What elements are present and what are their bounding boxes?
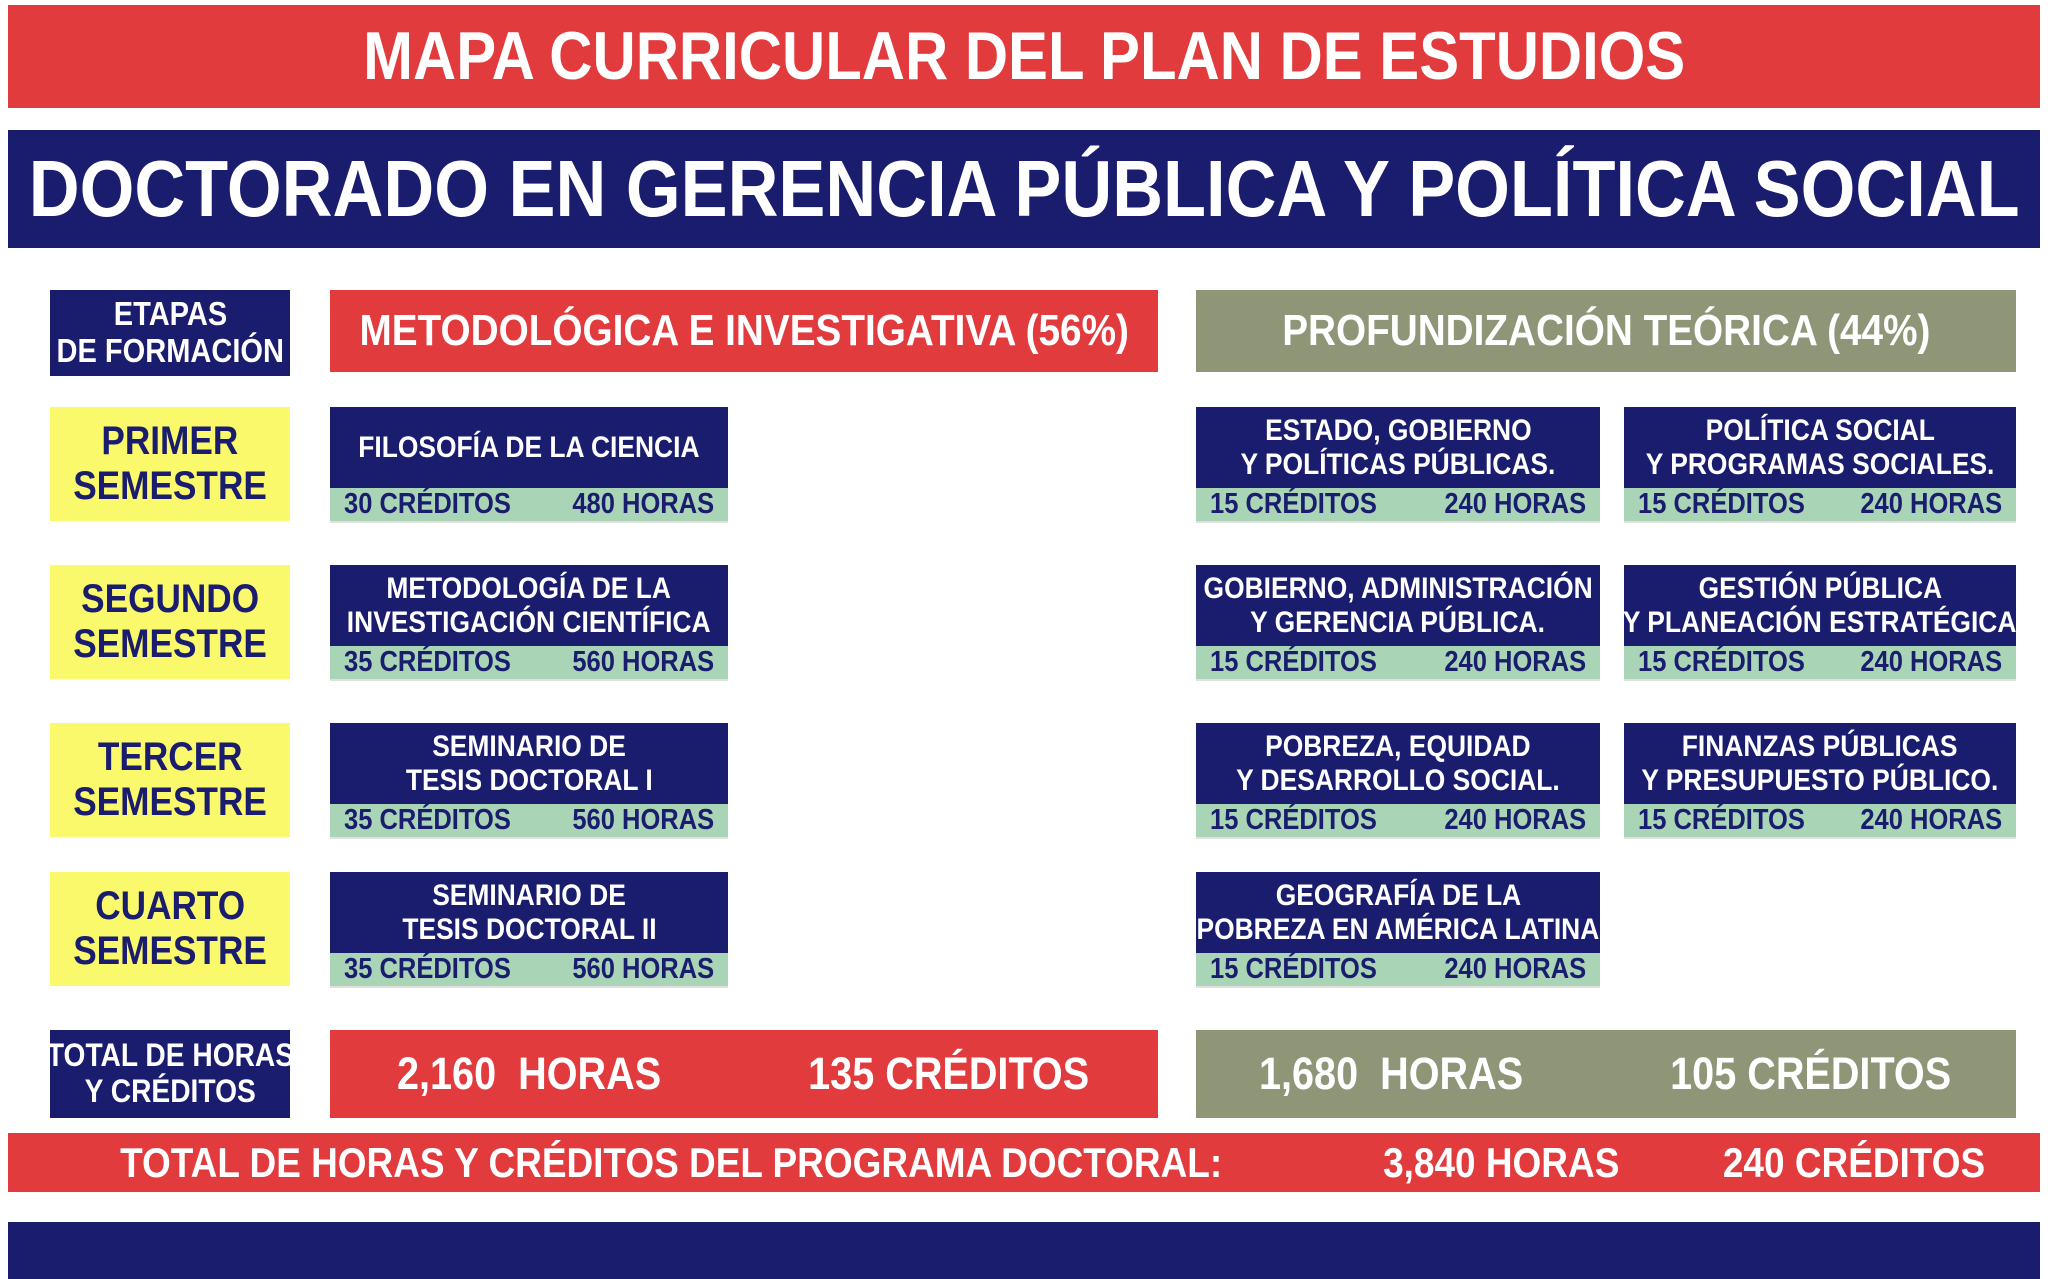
course-credits: 35 CRÉDITOS: [344, 646, 511, 679]
track-header-theoretical: [1196, 290, 2016, 372]
course-hours: 240 HORAS: [1860, 804, 2002, 837]
course-title: SEMINARIO DE TESIS DOCTORAL II: [330, 872, 728, 953]
totals-theoretical-hours: 1,680 HORAS: [1259, 1047, 1524, 1099]
course-hours: 480 HORAS: [572, 488, 714, 521]
course-credits: 15 CRÉDITOS: [1210, 953, 1377, 986]
semester-label-1: PRIMER SEMESTRE: [50, 407, 290, 521]
course-title: GEOGRAFÍA DE LA POBREZA EN AMÉRICA LATINA: [1196, 872, 1600, 953]
course-credits-hours: [330, 953, 728, 986]
footer-banner: [8, 1133, 2040, 1192]
semester-label-4: CUARTO SEMESTRE: [50, 872, 290, 986]
footer-banner-label: TOTAL DE HORAS Y CRÉDITOS DEL PROGRAMA DOCTORAL:: [119, 1138, 1222, 1186]
course-credits: 15 CRÉDITOS: [1210, 804, 1377, 837]
course-theory-b-2: [1624, 565, 2016, 679]
course-hours: 240 HORAS: [1444, 488, 1586, 521]
course-credits-hours: [1624, 804, 2016, 837]
course-theory-a-2: [1196, 565, 1600, 679]
course-hours: 560 HORAS: [572, 646, 714, 679]
totals-theoretical-credits: 105 CRÉDITOS: [1670, 1047, 1952, 1099]
top-banner-title: MAPA CURRICULAR DEL PLAN DE ESTUDIOS: [362, 18, 1686, 95]
course-title: POBREZA, EQUIDAD Y DESARROLLO SOCIAL.: [1196, 723, 1600, 804]
course-credits-hours: [1196, 804, 1600, 837]
course-title: POLÍTICA SOCIAL Y PROGRAMAS SOCIALES.: [1624, 407, 2016, 488]
course-title: ESTADO, GOBIERNO Y POLÍTICAS PÚBLICAS.: [1196, 407, 1600, 488]
course-credits: 15 CRÉDITOS: [1638, 804, 1805, 837]
course-title: METODOLOGÍA DE LA INVESTIGACIÓN CIENTÍFICA: [330, 565, 728, 646]
program-banner: [8, 130, 2040, 248]
course-credits: 30 CRÉDITOS: [344, 488, 511, 521]
course-theory-b-1: [1624, 407, 2016, 521]
course-method-1: [330, 407, 728, 521]
course-credits: 15 CRÉDITOS: [1210, 646, 1377, 679]
totals-theoretical: [1196, 1030, 2016, 1118]
course-title: FILOSOFÍA DE LA CIENCIA: [330, 407, 728, 488]
stages-header-box: [50, 290, 290, 376]
course-hours: 240 HORAS: [1860, 646, 2002, 679]
course-theory-a-4: [1196, 872, 1600, 986]
semester-label-2: SEGUNDO SEMESTRE: [50, 565, 290, 679]
course-credits: 15 CRÉDITOS: [1210, 488, 1377, 521]
course-title: GESTIÓN PÚBLICA Y PLANEACIÓN ESTRATÉGICA: [1624, 565, 2016, 646]
course-credits-hours: [1196, 646, 1600, 679]
course-title: GOBIERNO, ADMINISTRACIÓN Y GERENCIA PÚBLICA.: [1196, 565, 1600, 646]
course-theory-a-1: [1196, 407, 1600, 521]
track-header-theoretical-label: PROFUNDIZACIÓN TEÓRICA (44%): [1281, 306, 1931, 356]
track-header-methodological-label: METODOLÓGICA E INVESTIGATIVA (56%): [359, 306, 1129, 356]
totals-methodological-hours: 2,160 HORAS: [397, 1047, 662, 1099]
course-credits-hours: [1196, 488, 1600, 521]
bottom-bar: [8, 1222, 2040, 1279]
track-header-methodological: [330, 290, 1158, 372]
stages-header-line2: DE FORMACIÓN: [56, 332, 284, 369]
course-hours: 560 HORAS: [572, 953, 714, 986]
course-credits-hours: [1624, 488, 2016, 521]
totals-methodological-credits: 135 CRÉDITOS: [808, 1047, 1090, 1099]
course-method-2: [330, 565, 728, 679]
totals-label-box: TOTAL DE HORAS Y CRÉDITOS: [50, 1030, 290, 1118]
course-theory-a-3: [1196, 723, 1600, 837]
course-credits: 15 CRÉDITOS: [1638, 646, 1805, 679]
course-title: FINANZAS PÚBLICAS Y PRESUPUESTO PÚBLICO.: [1624, 723, 2016, 804]
course-method-4: [330, 872, 728, 986]
course-hours: 560 HORAS: [572, 804, 714, 837]
course-hours: 240 HORAS: [1444, 953, 1586, 986]
totals-methodological: [330, 1030, 1158, 1118]
course-credits: 15 CRÉDITOS: [1638, 488, 1805, 521]
course-hours: 240 HORAS: [1444, 646, 1586, 679]
course-credits-hours: [330, 804, 728, 837]
program-title: DOCTORADO EN GERENCIA PÚBLICA Y POLÍTICA SOCIAL: [28, 144, 2020, 234]
course-credits: 35 CRÉDITOS: [344, 804, 511, 837]
course-credits-hours: [330, 488, 728, 521]
stages-header-line1: ETAPAS: [113, 295, 227, 333]
top-banner: [8, 5, 2040, 108]
course-credits: 35 CRÉDITOS: [344, 953, 511, 986]
course-hours: 240 HORAS: [1444, 804, 1586, 837]
footer-banner-credits: 240 CRÉDITOS: [1723, 1138, 1986, 1186]
footer-banner-hours: 3,840 HORAS: [1383, 1138, 1620, 1186]
semester-label-3: TERCER SEMESTRE: [50, 723, 290, 837]
course-hours: 240 HORAS: [1860, 488, 2002, 521]
course-theory-b-3: [1624, 723, 2016, 837]
course-title: SEMINARIO DE TESIS DOCTORAL I: [330, 723, 728, 804]
course-credits-hours: [1196, 953, 1600, 986]
course-credits-hours: [1624, 646, 2016, 679]
course-method-3: [330, 723, 728, 837]
course-credits-hours: [330, 646, 728, 679]
